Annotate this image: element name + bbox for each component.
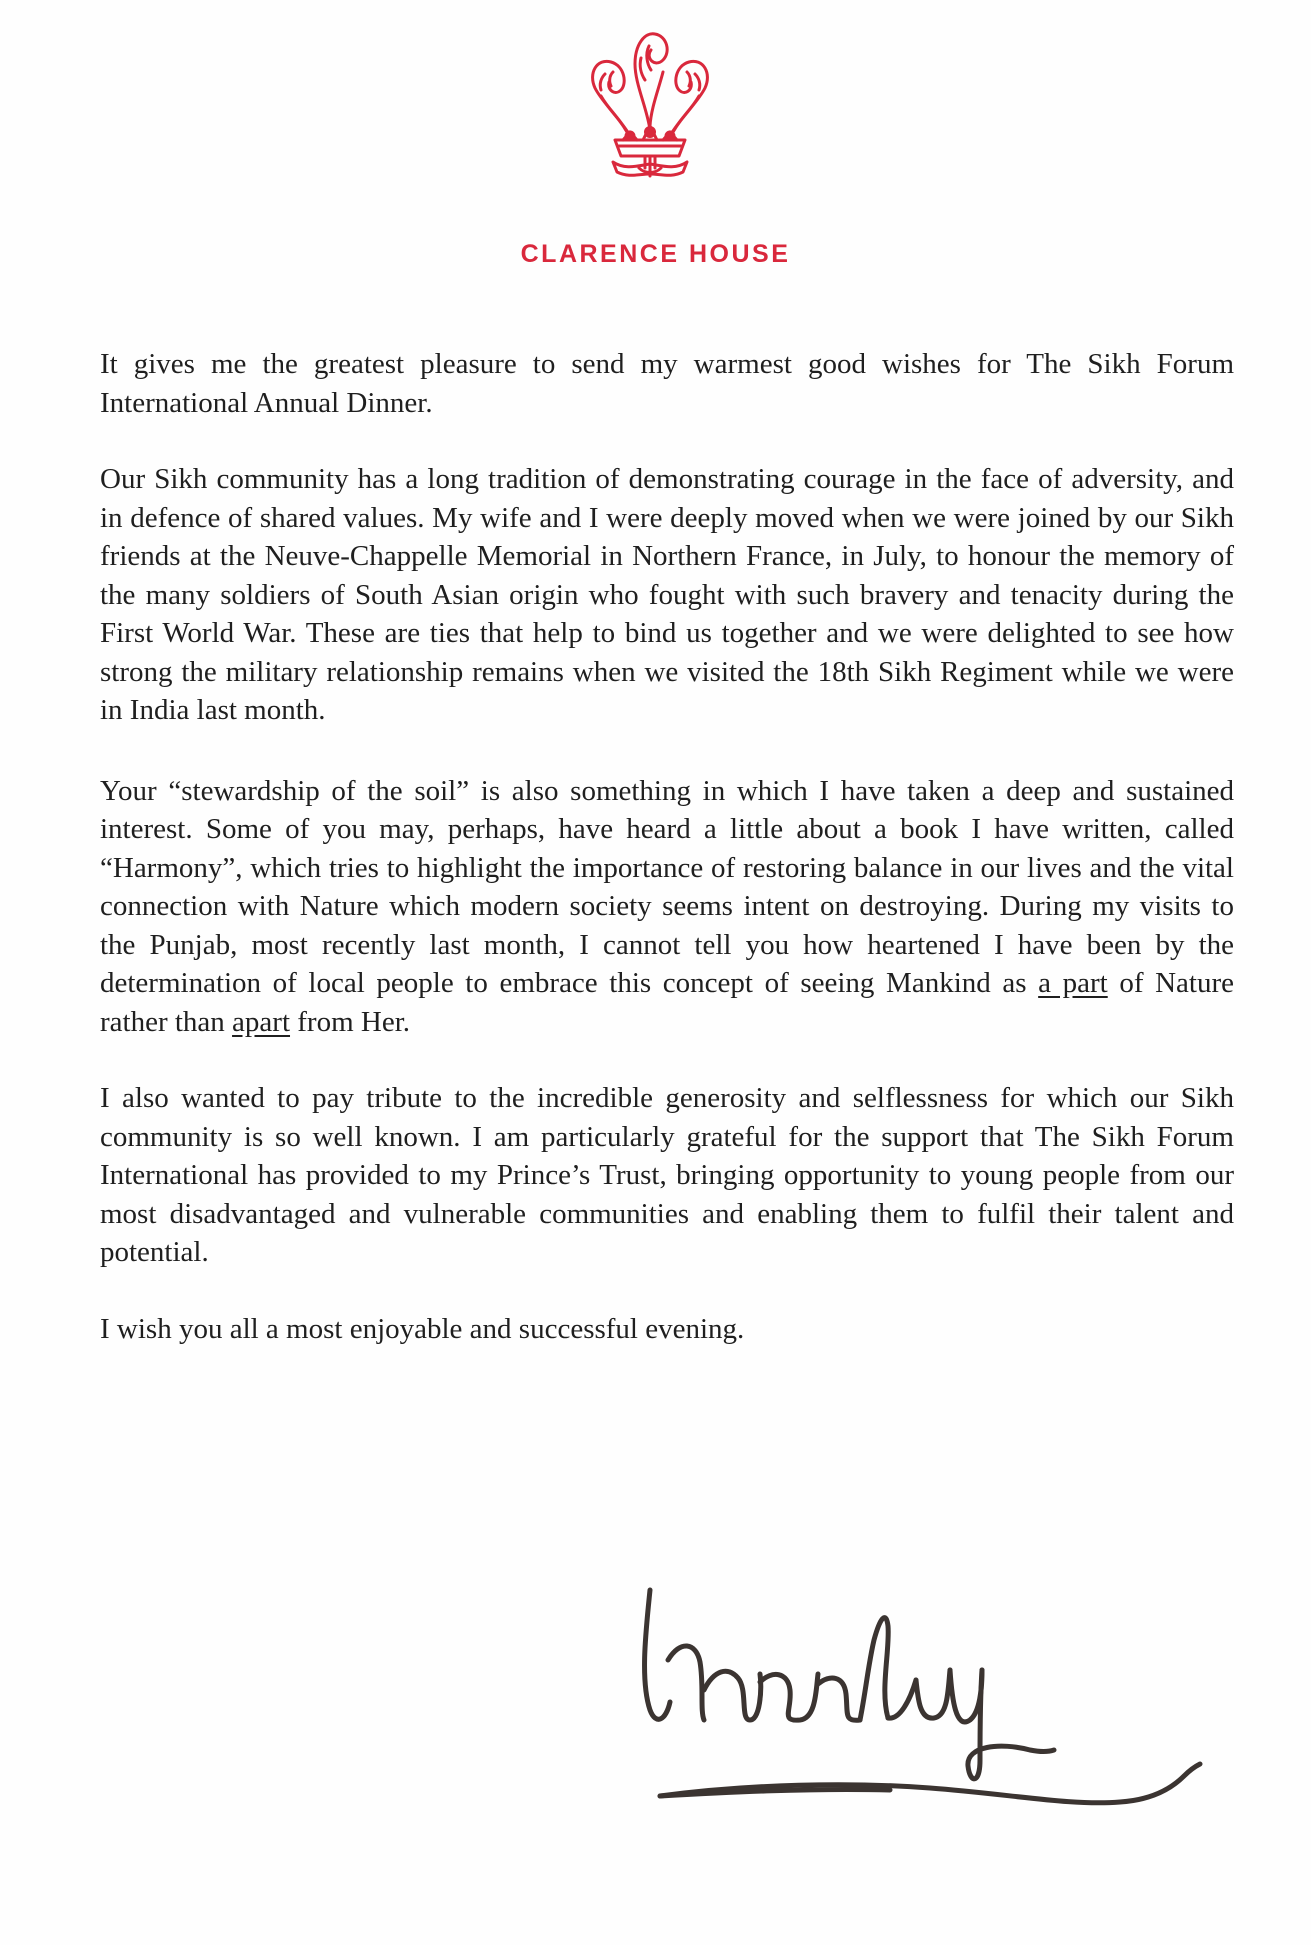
- paragraph-tribute: I also wanted to pay tribute to the incredible generosity and selflessness for which our Sikh community is so well known. I am particularly grateful for the support that The Sikh Forum International has provided to my Prince’s Trust, bringing opportunity to young people from our most disadvantaged and vulnerable communities and enabling them to fulfil their talent and potential.: [100, 1082, 1234, 1268]
- paragraph-stewardship-text-2: of Nature rather than: [100, 967, 1234, 1038]
- underlined-apart: apart: [232, 1005, 291, 1038]
- paragraph-sikh-community: Our Sikh community has a long tradition of demonstrating courage in the face of adversity, and in defence of shared values. My wife and I were deeply moved when we were joined by our Sikh friends at the Neuve-Chappelle Memorial in Northern France, in July, to honour the memory of the many soldiers of South Asian origin who fought with such bravery and tenacity during the First World War. These are ties that help to bind us together and we were delighted to see how strong the military relationship remains when we visited the 18th Sikh Regiment while we were in India last month.: [100, 463, 1234, 726]
- paragraph-stewardship: [100, 772, 1234, 1042]
- paragraph-stewardship-text-1: Your “stewardship of the soil” is also something in which I have taken a deep and sustained interest. Some of you may, perhaps, have heard a little about a book I have written, called “Harmony”, which tries to highlight the importance of restoring balance in our lives and the vital connection with Nature which modern society seems intent on destroying. During my visits to the Punjab, most recently last month, I cannot tell you how heartened I have been by the determination of local people to embrace this concept of seeing Mankind as: [100, 774, 1234, 999]
- paragraph-stewardship-text-3: from Her.: [290, 1005, 411, 1038]
- handwritten-signature: [630, 1570, 1260, 1860]
- letter-body: [100, 345, 1234, 1386]
- closing-line: I wish you all a most enjoyable and successful evening.: [100, 1312, 745, 1345]
- paragraph-opening: It gives me the greatest pleasure to send my warmest good wishes for The Sikh Forum International Annual Dinner.: [100, 348, 1234, 419]
- letterhead-title: CLARENCE HOUSE: [520, 240, 791, 268]
- underlined-a-part: a part: [1038, 967, 1108, 999]
- prince-of-wales-feathers-icon: [575, 18, 725, 208]
